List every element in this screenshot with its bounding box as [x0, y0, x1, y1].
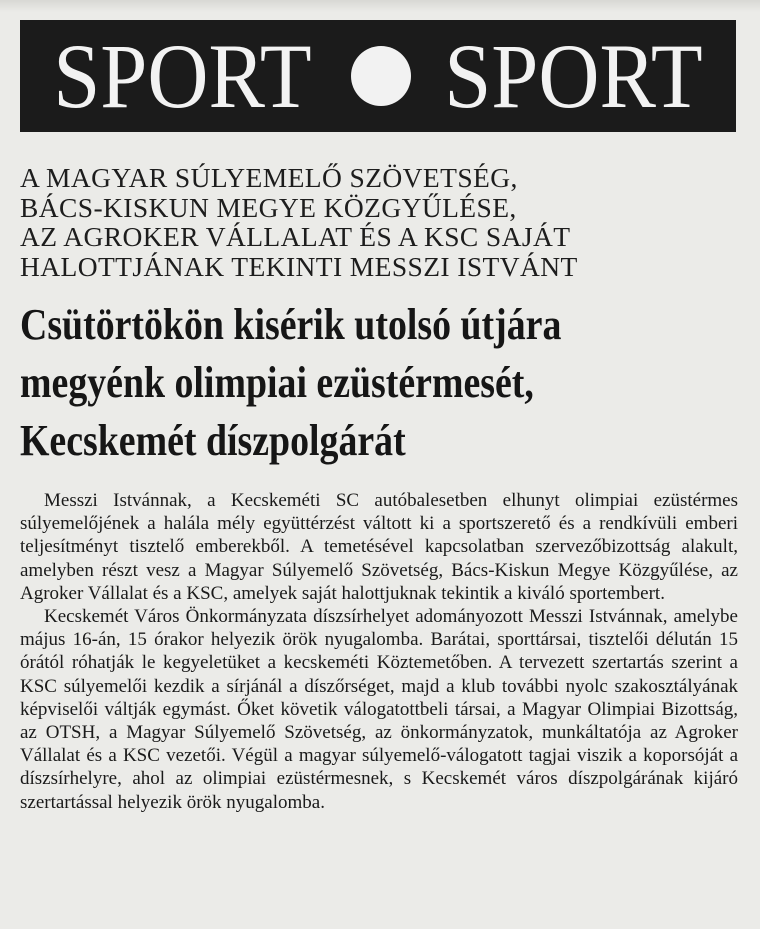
- body-paragraph: Messzi Istvánnak, a Kecskeméti SC autóbalesetben elhunyt olimpiai ezüstérmes súlyemelőjének a halála mély együttérzést váltott ki a sportszerető és a rendkívüli emberi teljesítményt tisztelő emberekből. A temetésével kapcsolatban szervezőbizottság alakult, amelyben részt vesz a Magyar Súlyemelő Szövetség, Bács-Kiskun Megye Közgyűlése, az Agroker Vállalat és a KSC, amelyek saját halottjuknak tekintik a kiváló sportembert.: [20, 490, 738, 604]
- headline-line: Csütörtökön kisérik utolsó útjára: [20, 300, 562, 349]
- bullet-dot-icon: [351, 46, 411, 106]
- kicker-line: BÁCS-KISKUN MEGYE KÖZGYŰLÉSE,: [20, 191, 517, 223]
- banner-word-left: SPORT: [53, 25, 312, 127]
- article-kicker: [20, 163, 740, 281]
- banner-word-right: SPORT: [444, 25, 703, 127]
- body-paragraph: Kecskemét Város Önkormányzata díszsírhelyet adományozott Messzi Istvánnak, amelybe május 16-án, 15 órakor helyezik örök nyugalomba. Barátai, sporttársai, tisztelői délután 15 órától róhatják le kegyeletüket a kecskeméti Köztemetőben. A tervezett szertartás szerint a KSC súlyemelői kezdik a sírjánál a díszőrséget, majd a klub további nyolc szakosztályának képviselői váltják egymást. Őket követik válogatottbeli társai, a Magyar Olimpiai Bizottság, az OTSH, a Magyar Súlyemelő Szövetség, az önkormányzatok, munkáltatója az Agroker Vállalat és a KSC vezetői. Végül a magyar súlyemelő-válogatott tagjai viszik a koporsóját a díszsírhelyre, ahol az olimpiai ezüstérmesnek, s Kecskemét város díszpolgárának kijáró szertartással helyezik örök nyugalomba.: [20, 606, 738, 813]
- kicker-line: AZ AGROKER VÁLLALAT ÉS A KSC SAJÁT: [20, 221, 571, 252]
- kicker-line: A MAGYAR SÚLYEMELŐ SZÖVETSÉG,: [20, 162, 518, 193]
- page-top-edge: [0, 0, 760, 12]
- kicker-line: HALOTTJÁNAK TEKINTI MESSZI ISTVÁNT: [20, 250, 578, 282]
- headline-line: Kecskemét díszpolgárát: [20, 416, 406, 465]
- article-body: [20, 489, 738, 814]
- headline-line: megyénk olimpiai ezüstérmesét,: [20, 358, 534, 407]
- article-headline: [20, 296, 740, 470]
- section-banner: [20, 20, 736, 132]
